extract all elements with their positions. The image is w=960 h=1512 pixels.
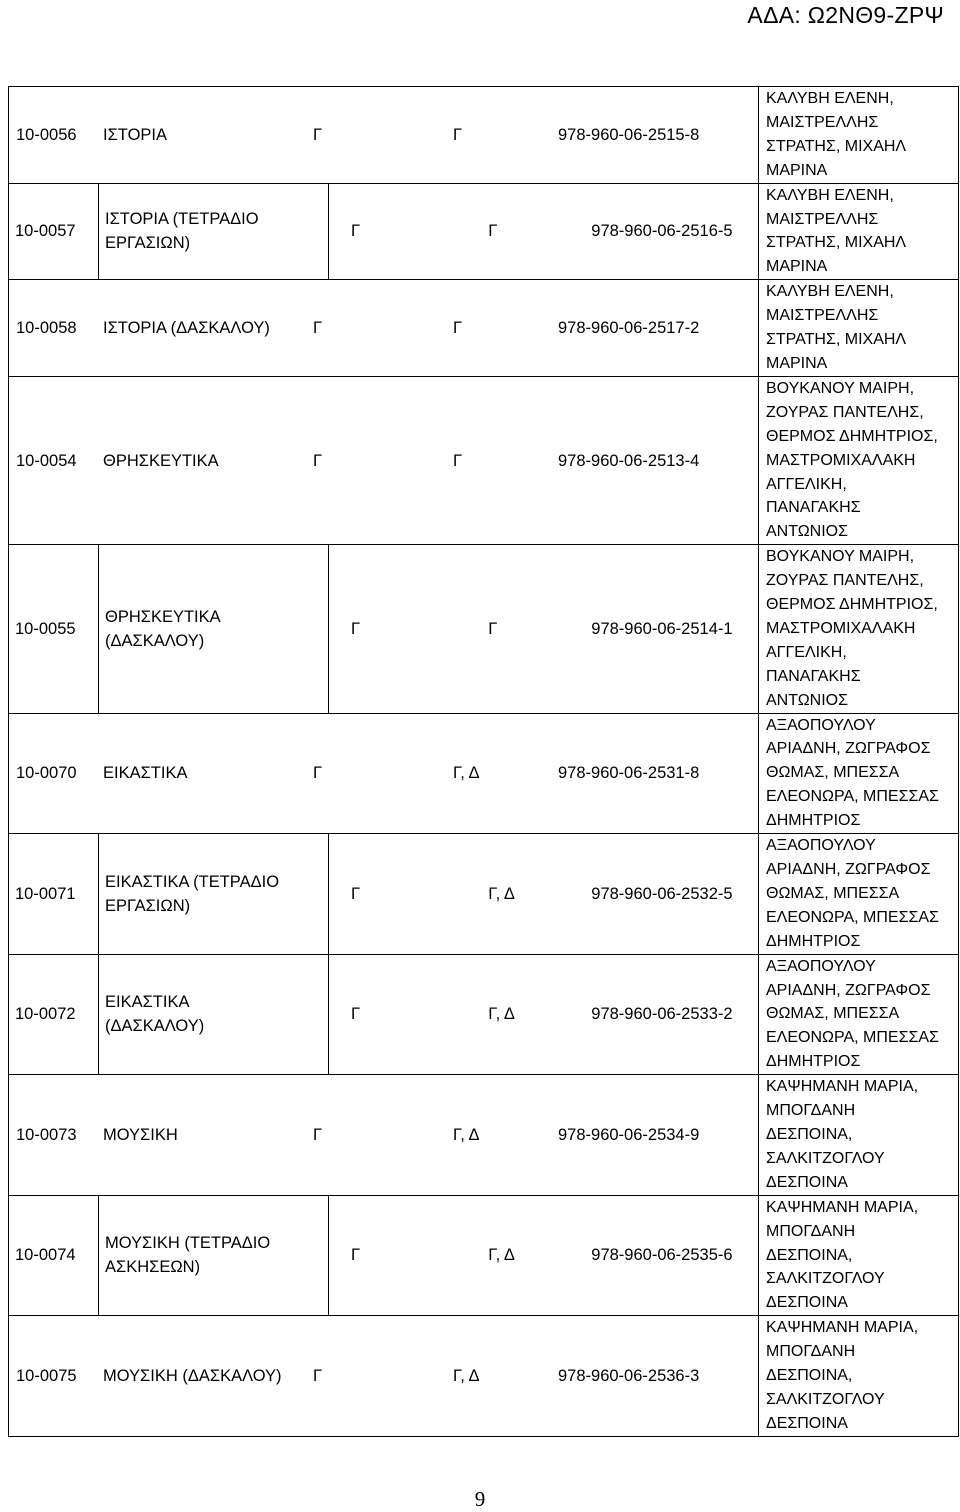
- book-authors: ΚΑΨΗΜΑΝΗ ΜΑΡΙΑ, ΜΠΟΓΔΑΝΗ ΔΕΣΠΟΙΝΑ, ΣΑΛΚΙΤΖΟΓΛΟΥ ΔΕΣΠΟΙΝΑ: [759, 1195, 959, 1316]
- book-volume: Γ, Δ: [453, 1125, 480, 1144]
- book-code: 10-0072: [9, 954, 99, 1075]
- book-title: ΙΣΤΟΡΙΑ (ΤΕΤΡΑΔΙΟ ΕΡΓΑΣΙΩΝ): [99, 183, 329, 280]
- book-class: Γ: [313, 319, 323, 338]
- book-class: Γ: [313, 125, 323, 144]
- books-table-body: [9, 87, 959, 1437]
- book-volume: Γ, Δ: [488, 1246, 515, 1265]
- page-number: 9: [474, 1487, 486, 1511]
- row-class-volume-isbn: [329, 545, 759, 713]
- book-volume: Γ, Δ: [488, 1005, 515, 1024]
- row-merged-cell: [9, 280, 759, 377]
- book-title: ΜΟΥΣΙΚΗ: [103, 1125, 178, 1144]
- book-isbn: 978-960-06-2513-4: [558, 451, 700, 470]
- book-class: Γ: [351, 619, 361, 638]
- table-row: [9, 834, 959, 955]
- book-volume: Γ: [453, 319, 463, 338]
- row-class-volume-isbn: [329, 954, 759, 1075]
- book-authors: ΚΑΨΗΜΑΝΗ ΜΑΡΙΑ, ΜΠΟΓΔΑΝΗ ΔΕΣΠΟΙΝΑ, ΣΑΛΚΙΤΖΟΓΛΟΥ ΔΕΣΠΟΙΝΑ: [759, 1316, 959, 1437]
- row-class-volume-isbn: [329, 1195, 759, 1316]
- book-volume: Γ, Δ: [453, 764, 480, 783]
- book-authors: ΚΑΛΥΒΗ ΕΛΕΝΗ, ΜΑΙΣΤΡΕΛΛΗΣ ΣΤΡΑΤΗΣ, ΜΙΧΑΗΛ ΜΑΡΙΝΑ: [759, 183, 959, 280]
- book-authors: ΑΞΑΟΠΟΥΛΟΥ ΑΡΙΑΔΝΗ, ΖΩΓΡΑΦΟΣ ΘΩΜΑΣ, ΜΠΕΣΣΑ ΕΛΕΟΝΩΡΑ, ΜΠΕΣΣΑΣ ΔΗΜΗΤΡΙΟΣ: [759, 834, 959, 955]
- book-code: 10-0056: [16, 125, 77, 144]
- book-volume: Γ, Δ: [488, 884, 515, 903]
- row-merged-cell: [9, 713, 759, 834]
- table-row: [9, 183, 959, 280]
- table-row: [9, 1075, 959, 1196]
- book-title: ΙΣΤΟΡΙΑ (ΔΑΣΚΑΛΟΥ): [103, 319, 270, 338]
- book-isbn: 978-960-06-2535-6: [591, 1246, 733, 1265]
- table-row: [9, 713, 959, 834]
- book-volume: Γ, Δ: [453, 1366, 480, 1385]
- book-title: ΕΙΚΑΣΤΙΚΑ (ΤΕΤΡΑΔΙΟ ΕΡΓΑΣΙΩΝ): [99, 834, 329, 955]
- table-row: [9, 1316, 959, 1437]
- book-title: ΜΟΥΣΙΚΗ (ΔΑΣΚΑΛΟΥ): [103, 1366, 282, 1385]
- book-title: ΙΣΤΟΡΙΑ: [103, 125, 167, 144]
- book-code: 10-0073: [16, 1125, 77, 1144]
- book-code: 10-0071: [9, 834, 99, 955]
- book-authors: ΚΑΨΗΜΑΝΗ ΜΑΡΙΑ, ΜΠΟΓΔΑΝΗ ΔΕΣΠΟΙΝΑ, ΣΑΛΚΙΤΖΟΓΛΟΥ ΔΕΣΠΟΙΝΑ: [759, 1075, 959, 1196]
- book-isbn: 978-960-06-2533-2: [591, 1005, 733, 1024]
- table-row: [9, 87, 959, 184]
- table-row: [9, 1195, 959, 1316]
- book-authors: ΑΞΑΟΠΟΥΛΟΥ ΑΡΙΑΔΝΗ, ΖΩΓΡΑΦΟΣ ΘΩΜΑΣ, ΜΠΕΣΣΑ ΕΛΕΟΝΩΡΑ, ΜΠΕΣΣΑΣ ΔΗΜΗΤΡΙΟΣ: [759, 954, 959, 1075]
- book-authors: ΒΟΥΚΑΝΟΥ ΜΑΙΡΗ, ΖΟΥΡΑΣ ΠΑΝΤΕΛΗΣ, ΘΕΡΜΟΣ ΔΗΜΗΤΡΙΟΣ, ΜΑΣΤΡΟΜΙΧΑΛΑΚΗ ΑΓΓΕΛΙΚΗ, ΠΑΝΑΓΑΚΗΣ ΑΝΤΩΝΙΟΣ: [759, 545, 959, 713]
- table-row: [9, 376, 959, 544]
- row-merged-cell: [9, 376, 759, 544]
- book-code: 10-0055: [9, 545, 99, 713]
- book-code: 10-0058: [16, 319, 77, 338]
- table-row: [9, 954, 959, 1075]
- book-class: Γ: [313, 764, 323, 783]
- book-code: 10-0075: [16, 1366, 77, 1385]
- row-merged-cell: [9, 1075, 759, 1196]
- book-isbn: 978-960-06-2534-9: [558, 1125, 700, 1144]
- book-authors: ΚΑΛΥΒΗ ΕΛΕΝΗ, ΜΑΙΣΤΡΕΛΛΗΣ ΣΤΡΑΤΗΣ, ΜΙΧΑΗΛ ΜΑΡΙΝΑ: [759, 280, 959, 377]
- book-authors: ΑΞΑΟΠΟΥΛΟΥ ΑΡΙΑΔΝΗ, ΖΩΓΡΑΦΟΣ ΘΩΜΑΣ, ΜΠΕΣΣΑ ΕΛΕΟΝΩΡΑ, ΜΠΕΣΣΑΣ ΔΗΜΗΤΡΙΟΣ: [759, 713, 959, 834]
- book-title: ΕΙΚΑΣΤΙΚΑ: [103, 764, 188, 783]
- book-code: 10-0070: [16, 764, 77, 783]
- book-code: 10-0057: [9, 183, 99, 280]
- books-table: [8, 86, 959, 1437]
- book-isbn: 978-960-06-2536-3: [558, 1366, 700, 1385]
- book-authors: ΒΟΥΚΑΝΟΥ ΜΑΙΡΗ, ΖΟΥΡΑΣ ΠΑΝΤΕΛΗΣ, ΘΕΡΜΟΣ ΔΗΜΗΤΡΙΟΣ, ΜΑΣΤΡΟΜΙΧΑΛΑΚΗ ΑΓΓΕΛΙΚΗ, ΠΑΝΑΓΑΚΗΣ ΑΝΤΩΝΙΟΣ: [759, 376, 959, 544]
- book-code: 10-0054: [16, 451, 77, 470]
- book-class: Γ: [313, 1125, 323, 1144]
- book-class: Γ: [351, 1246, 361, 1265]
- book-title: ΘΡΗΣΚΕΥΤΙΚΑ (ΔΑΣΚΑΛΟΥ): [99, 545, 329, 713]
- book-class: Γ: [313, 1366, 323, 1385]
- book-volume: Γ: [453, 451, 463, 470]
- book-isbn: 978-960-06-2514-1: [591, 619, 733, 638]
- book-title: ΘΡΗΣΚΕΥΤΙΚΑ: [103, 451, 219, 470]
- book-isbn: 978-960-06-2531-8: [558, 764, 700, 783]
- row-merged-cell: [9, 87, 759, 184]
- book-class: Γ: [351, 884, 361, 903]
- book-volume: Γ: [488, 222, 498, 241]
- book-class: Γ: [313, 451, 323, 470]
- book-class: Γ: [351, 1005, 361, 1024]
- book-isbn: 978-960-06-2532-5: [591, 884, 733, 903]
- ada-header: ΑΔΑ: Ω2ΝΘ9-ΖΡΨ: [747, 2, 944, 28]
- table-row: [9, 545, 959, 713]
- book-isbn: 978-960-06-2515-8: [558, 125, 700, 144]
- book-authors: ΚΑΛΥΒΗ ΕΛΕΝΗ, ΜΑΙΣΤΡΕΛΛΗΣ ΣΤΡΑΤΗΣ, ΜΙΧΑΗΛ ΜΑΡΙΝΑ: [759, 87, 959, 184]
- book-isbn: 978-960-06-2516-5: [591, 222, 733, 241]
- book-volume: Γ: [488, 619, 498, 638]
- book-title: ΜΟΥΣΙΚΗ (ΤΕΤΡΑΔΙΟ ΑΣΚΗΣΕΩΝ): [99, 1195, 329, 1316]
- row-class-volume-isbn: [329, 183, 759, 280]
- table-row: [9, 280, 959, 377]
- book-isbn: 978-960-06-2517-2: [558, 319, 700, 338]
- row-class-volume-isbn: [329, 834, 759, 955]
- book-class: Γ: [351, 222, 361, 241]
- row-merged-cell: [9, 1316, 759, 1437]
- book-title: ΕΙΚΑΣΤΙΚΑ (ΔΑΣΚΑΛΟΥ): [99, 954, 329, 1075]
- book-code: 10-0074: [9, 1195, 99, 1316]
- book-volume: Γ: [453, 125, 463, 144]
